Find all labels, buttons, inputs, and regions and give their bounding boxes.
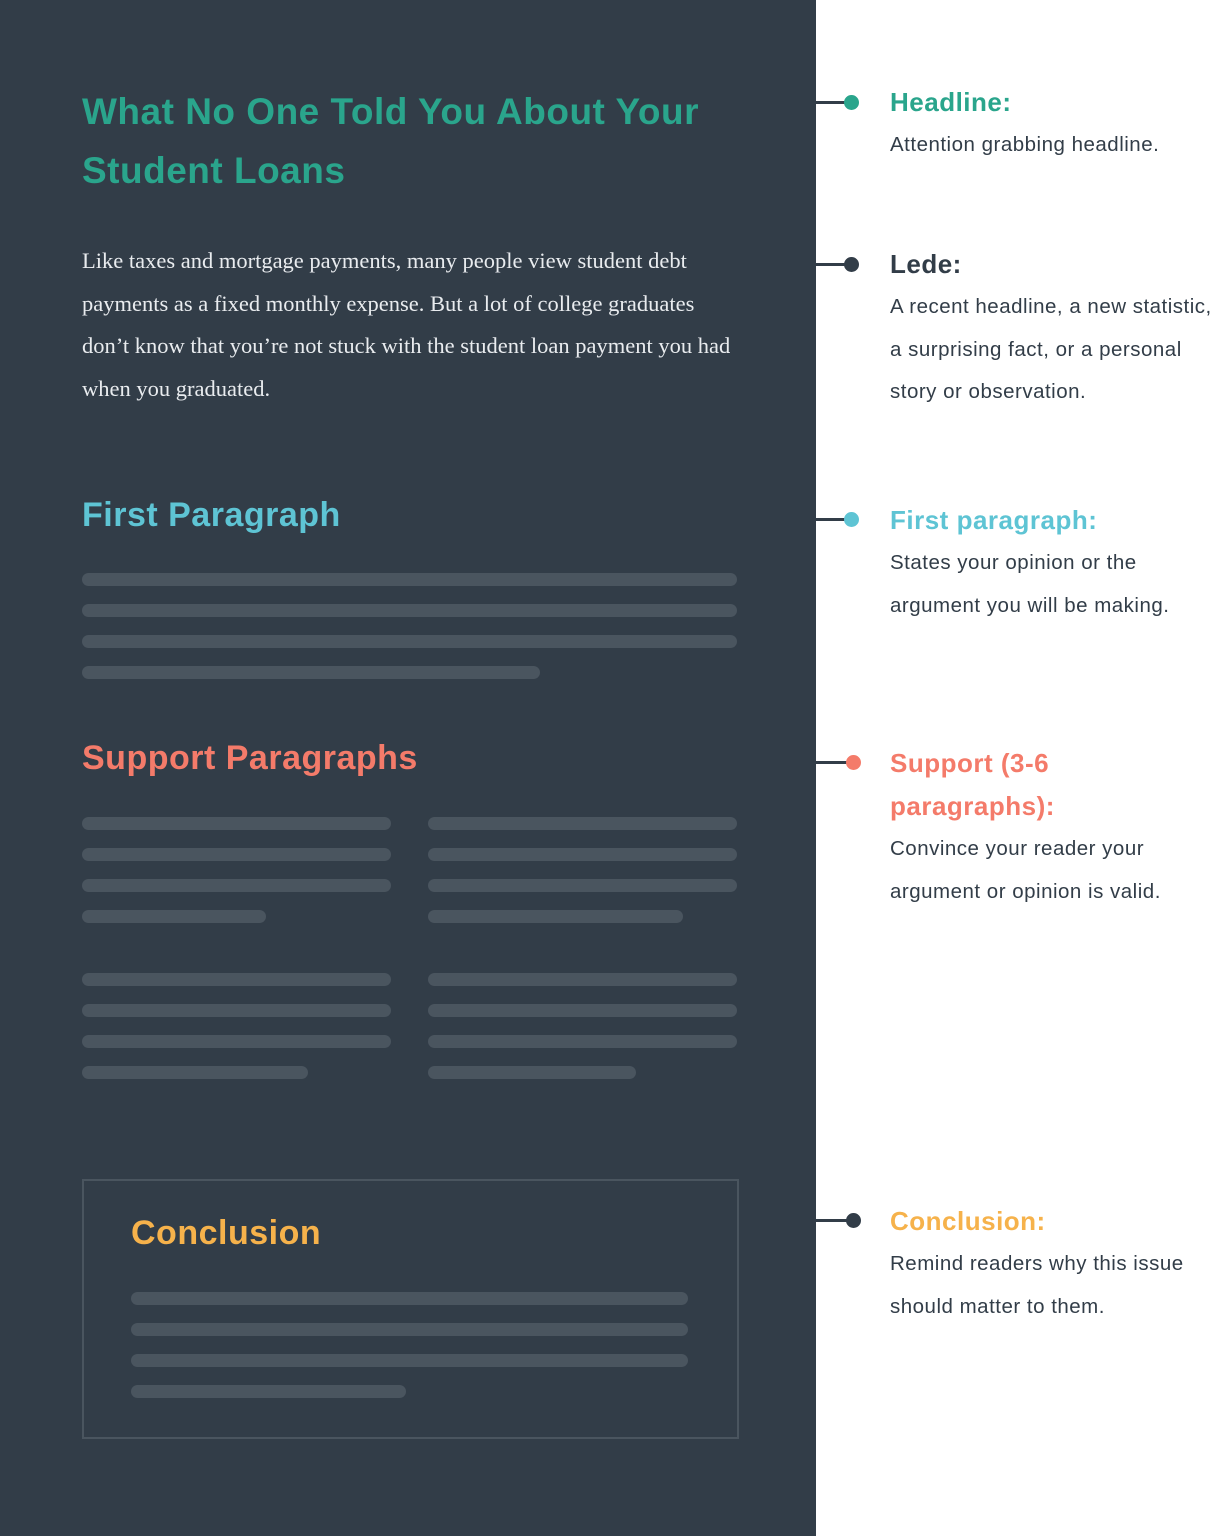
conclusion-title: Conclusion — [131, 1214, 322, 1252]
annotation-description: Remind readers why this issue should matter to them. — [890, 1252, 1184, 1318]
first-paragraph-title: First Paragraph — [82, 496, 341, 534]
placeholder-line — [428, 848, 737, 861]
placeholder-line — [82, 1066, 308, 1079]
placeholder-line — [82, 1004, 391, 1017]
placeholder-line — [82, 1035, 391, 1048]
annotation-conclusion — [890, 1200, 1224, 1328]
placeholder-line — [131, 1385, 406, 1398]
placeholder-line — [131, 1292, 688, 1305]
annotation-title: Lede: — [890, 249, 962, 279]
annotation-support — [890, 742, 1161, 913]
placeholder-line — [82, 666, 540, 679]
placeholder-line — [82, 604, 737, 617]
placeholder-line — [82, 879, 391, 892]
article-headline: What No One Told You About Your Student Loans — [82, 91, 700, 191]
placeholder-line — [82, 973, 391, 986]
headline-dot — [844, 95, 859, 110]
placeholder-line — [131, 1354, 688, 1367]
placeholder-line — [428, 1066, 636, 1079]
placeholder-line — [428, 1004, 737, 1017]
first-paragraph-dot — [844, 512, 859, 527]
support-paragraphs-title: Support Paragraphs — [82, 739, 418, 777]
annotation-headline — [890, 81, 1224, 167]
placeholder-line — [82, 635, 737, 648]
annotation-title: First paragraph: — [890, 505, 1098, 535]
placeholder-line — [82, 573, 737, 586]
placeholder-line — [428, 973, 737, 986]
annotation-description: Attention grabbing headline. — [890, 133, 1160, 156]
placeholder-line — [131, 1323, 688, 1336]
placeholder-line — [82, 848, 391, 861]
annotation-title: Headline: — [890, 87, 1012, 117]
annotation-description: States your opinion or the argument you will be making. — [890, 551, 1170, 617]
placeholder-line — [428, 910, 683, 923]
placeholder-line — [82, 817, 391, 830]
support-dot — [846, 755, 861, 770]
annotation-title: Support (3-6 paragraphs): — [890, 748, 1055, 821]
placeholder-line — [82, 910, 266, 923]
conclusion-dot — [846, 1213, 861, 1228]
annotation-lede — [890, 243, 1224, 414]
annotation-first-paragraph — [890, 499, 1224, 627]
annotation-description: A recent headline, a new statistic, a surprising fact, or a personal story or observation. — [890, 295, 1212, 403]
placeholder-line — [428, 817, 737, 830]
lede-dot — [844, 257, 859, 272]
annotation-title: Conclusion: — [890, 1206, 1046, 1236]
annotation-description: Convince your reader your argument or opinion is valid. — [890, 837, 1161, 903]
placeholder-line — [428, 879, 737, 892]
placeholder-line — [428, 1035, 737, 1048]
article-lede: Like taxes and mortgage payments, many people view student debt payments as a fixed monthly expense. But a lot of college graduates don’t know that you’re not stuck with the student loan payment you had when you graduated. — [82, 248, 731, 401]
